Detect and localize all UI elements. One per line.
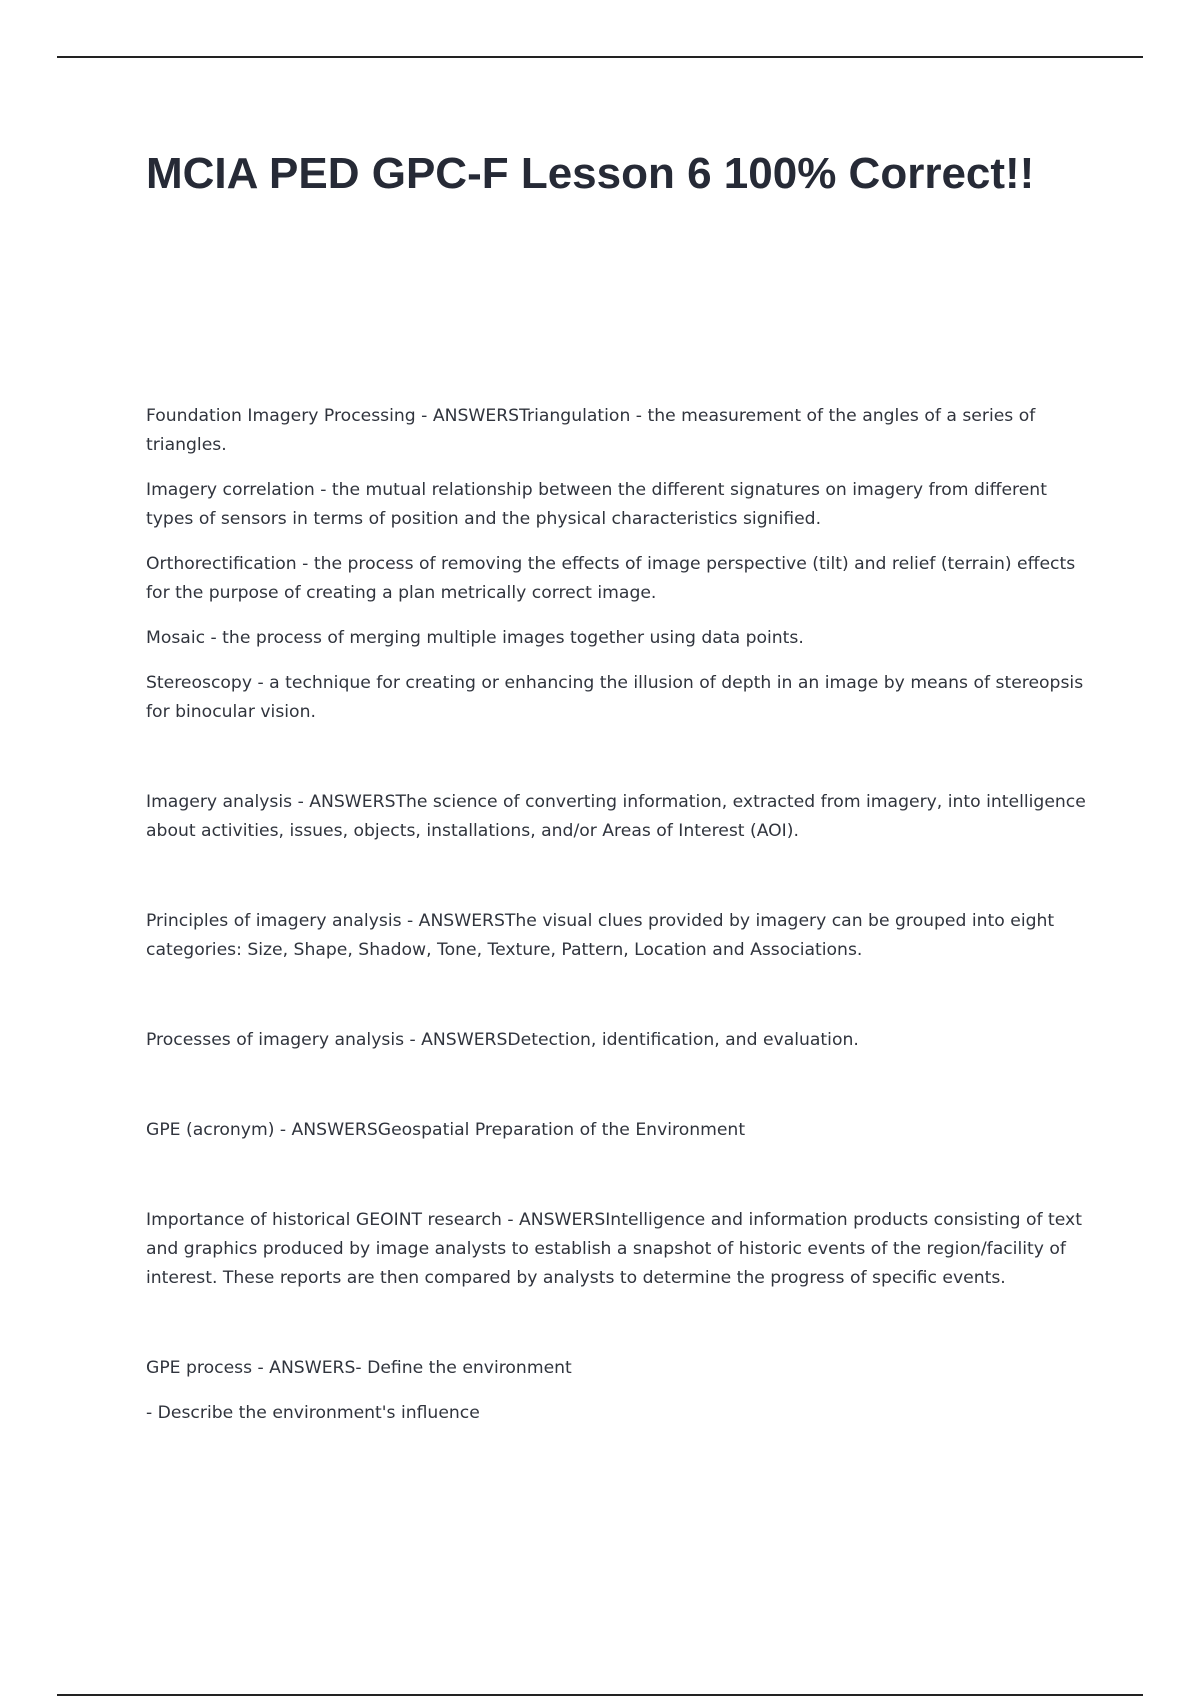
top-divider bbox=[57, 56, 1143, 58]
qa-entry: Stereoscopy - a technique for creating or enhancing the illusion of depth in an image by means of stereopsis for binocular vision. bbox=[146, 673, 1084, 722]
qa-entry: GPE (acronym) - ANSWERSGeospatial Preparation of the Environment bbox=[146, 1120, 746, 1140]
qa-entry: - Describe the environment's influence bbox=[146, 1403, 480, 1423]
qa-entry: Importance of historical GEOINT research - ANSWERSIntelligence and information products consisting of text and graphics produced by image analysts to establish a snapshot of historic events of the region/facility of interest. These reports are then compared by analysts to determine the progress of specific events. bbox=[146, 1210, 1082, 1288]
qa-entry: Imagery correlation - the mutual relationship between the different signatures on imagery from different types of sensors in terms of position and the physical characteristics signified. bbox=[146, 480, 1047, 529]
qa-entry: Foundation Imagery Processing - ANSWERSTriangulation - the measurement of the angles of a series of triangles. bbox=[146, 406, 1036, 455]
qa-entry: Orthorectification - the process of removing the effects of image perspective (tilt) and relief (terrain) effects for the purpose of creating a plan metrically correct image. bbox=[146, 554, 1076, 603]
bottom-divider bbox=[57, 1694, 1143, 1696]
document-title: MCIA PED GPC-F Lesson 6 100% Correct!! bbox=[146, 149, 1035, 198]
document-body bbox=[146, 145, 1096, 1428]
qa-entry: Imagery analysis - ANSWERSThe science of converting information, extracted from imagery, into intelligence about activities, issues, objects, installations, and/or Areas of Interest (AOI). bbox=[146, 792, 1086, 841]
qa-entry: Processes of imagery analysis - ANSWERSDetection, identification, and evaluation. bbox=[146, 1030, 859, 1050]
qa-entry: Principles of imagery analysis - ANSWERSThe visual clues provided by imagery can be grouped into eight categories: Size, Shape, Shadow, Tone, Texture, Pattern, Location and Associations. bbox=[146, 911, 1055, 960]
qa-entry: Mosaic - the process of merging multiple images together using data points. bbox=[146, 628, 804, 648]
qa-list bbox=[146, 402, 1096, 1428]
qa-entry: GPE process - ANSWERS- Define the environment bbox=[146, 1358, 572, 1378]
